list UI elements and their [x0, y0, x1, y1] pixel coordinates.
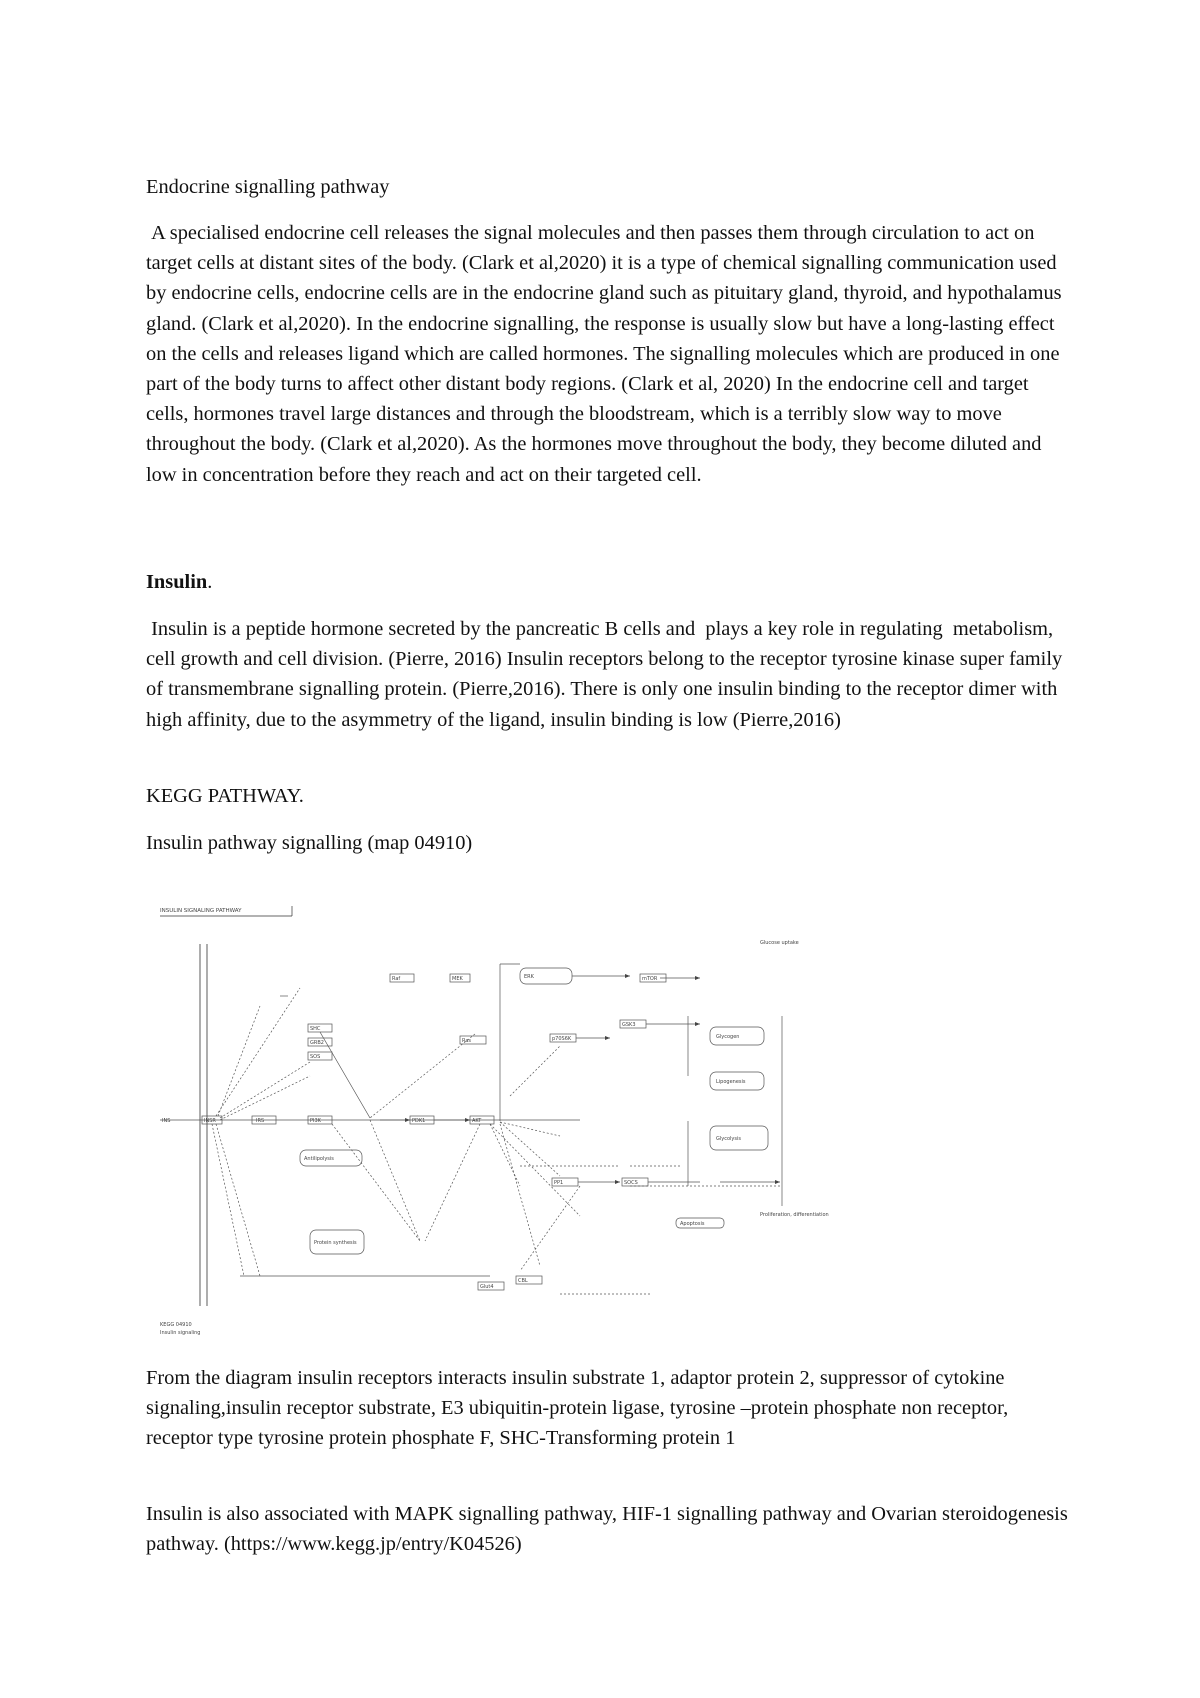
svg-text:MEK: MEK: [452, 976, 463, 982]
svg-text:Protein synthesis: Protein synthesis: [314, 1240, 357, 1246]
svg-text:CBL: CBL: [518, 1278, 528, 1284]
svg-text:GRB2: GRB2: [310, 1040, 324, 1046]
svg-text:Ras: Ras: [462, 1038, 472, 1044]
svg-text:PI3K: PI3K: [310, 1118, 321, 1124]
insulin-paragraph: Insulin is a peptide hormone secreted by the pancreatic B cells and plays a key role in regulating metabolism, cell growth and cell division. (Pierre, 2016) Insulin receptors belong to the receptor tyrosine kinase super family of transmembrane signalling protein. (Pierre,2016). There is only one insulin binding to the receptor dimer with high affinity, due to the asymmetry of the ligand, insulin binding is low (Pierre,2016): [146, 618, 1068, 731]
kegg-pathway-diagram: [160, 896, 880, 1346]
associated-pathways-paragraph: Insulin is also associated with MAPK signalling pathway, HIF-1 signalling pathway and Ovarian steroidogenesis pathway. (https://www.kegg.jp/entry/K04526): [146, 1503, 1073, 1556]
svg-text:GSK3: GSK3: [622, 1022, 636, 1028]
svg-text:PP1: PP1: [554, 1180, 564, 1186]
svg-text:SOCS: SOCS: [624, 1180, 638, 1186]
svg-text:INS: INS: [162, 1118, 171, 1124]
svg-text:AKT: AKT: [472, 1118, 482, 1124]
svg-text:Lipogenesis: Lipogenesis: [716, 1079, 746, 1085]
svg-text:Glycogen: Glycogen: [716, 1034, 740, 1040]
svg-text:Apoptosis: Apoptosis: [680, 1221, 705, 1227]
svg-text:ERK: ERK: [524, 974, 534, 980]
svg-text:Insulin signaling: Insulin signaling: [160, 1330, 201, 1336]
insulin-heading-period: .: [207, 571, 213, 593]
svg-text:IRS: IRS: [256, 1118, 265, 1124]
svg-text:SHC: SHC: [310, 1026, 321, 1032]
svg-text:SOS: SOS: [310, 1054, 321, 1060]
kegg-heading: KEGG PATHWAY.: [146, 785, 304, 807]
insulin-heading: [146, 567, 1076, 597]
interaction-summary-paragraph: From the diagram insulin receptors interacts insulin substrate 1, adaptor protein 2, suppressor of cytokine signaling,insulin receptor substrate, E3 ubiquitin-protein ligase, tyrosine –protein phosphate non receptor, receptor type tyrosine protein phosphate F, SHC-Transforming protein 1: [146, 1367, 1014, 1450]
endocrine-paragraph: A specialised endocrine cell releases the signal molecules and then passes them through circulation to act on target cells at distant sites of the body. (Clark et al,2020) it is a type of chemical signalling communication used by endocrine cells, endocrine cells are in the endocrine gland such as pituitary gland, thyroid, and hypothalamus gland. (Clark et al,2020). In the endocrine signalling, the response is usually slow but have a long-lasting effect on the cells and releases ligand which are called hormones. The signalling molecules which are produced in one part of the body turns to affect other distant body regions. (Clark et al, 2020) In the endocrine cell and target cells, hormones travel large distances and through the bloodstream, which is a terribly slow way to move throughout the body. (Clark et al,2020). As the hormones move throughout the body, they become diluted and low in concentration before they reach and act on their targeted cell.: [146, 222, 1067, 486]
svg-text:Glycolysis: Glycolysis: [716, 1136, 741, 1142]
insulin-heading-bold: Insulin: [146, 571, 208, 593]
svg-text:PDK1: PDK1: [412, 1118, 426, 1124]
svg-text:Glut4: Glut4: [480, 1284, 494, 1290]
svg-text:Antilipolysis: Antilipolysis: [304, 1156, 334, 1162]
svg-text:Proliferation, differentiation: Proliferation, differentiation: [760, 1212, 829, 1218]
svg-text:INSR: INSR: [204, 1118, 216, 1124]
svg-text:Glucose uptake: Glucose uptake: [760, 940, 799, 946]
svg-text:p70S6K: p70S6K: [552, 1036, 572, 1042]
svg-text:KEGG 04910: KEGG 04910: [160, 1322, 192, 1328]
section-title-endocrine: Endocrine signalling pathway: [146, 176, 390, 198]
svg-text:Raf: Raf: [392, 976, 401, 982]
svg-text:mTOR: mTOR: [642, 976, 658, 982]
map-title: Insulin pathway signalling (map 04910): [146, 832, 473, 854]
svg-text:INSULIN SIGNALING PATHWAY: INSULIN SIGNALING PATHWAY: [160, 908, 242, 914]
